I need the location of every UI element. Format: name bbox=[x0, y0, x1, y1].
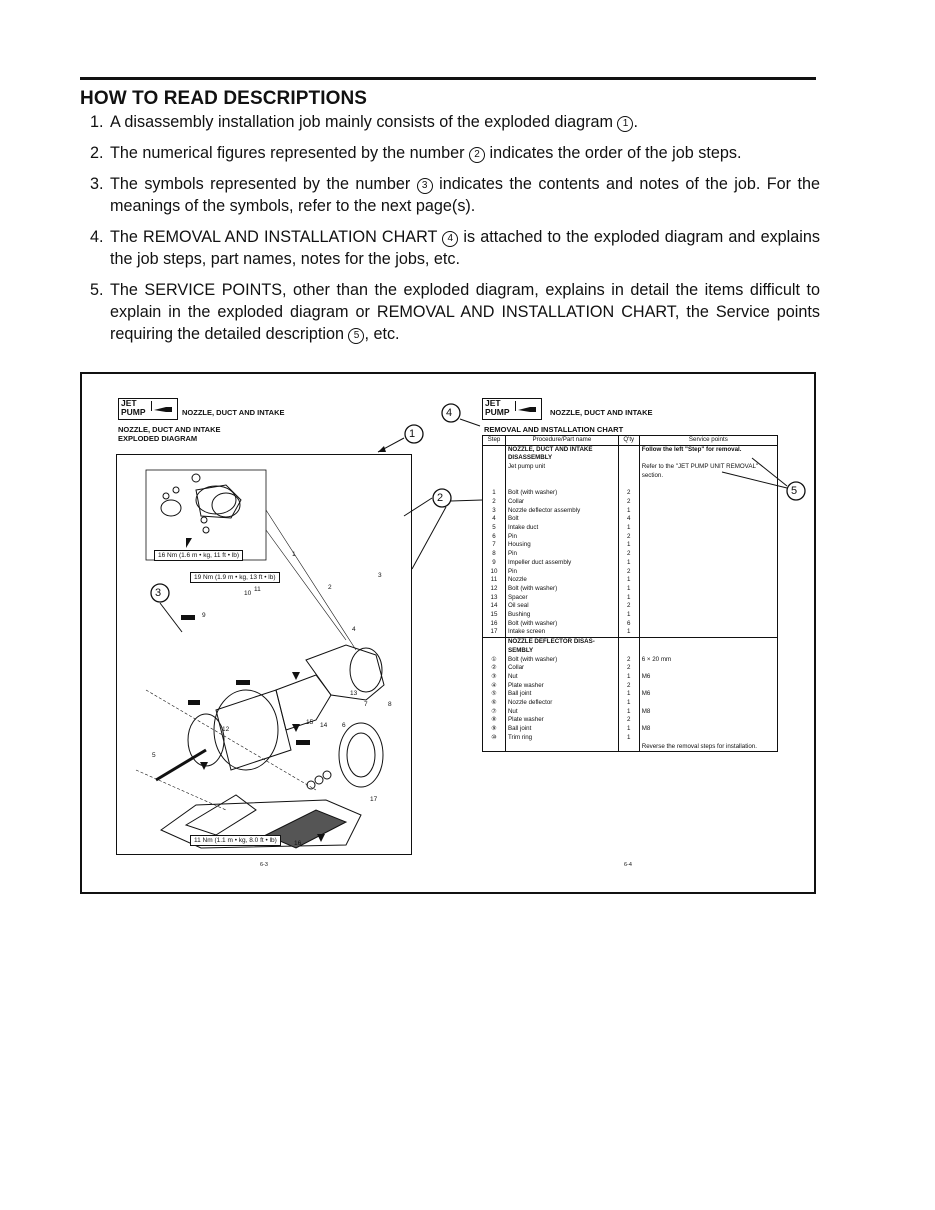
chart-cell-sp bbox=[639, 628, 777, 637]
chart-cell-sp: Refer to the "JET PUMP UNIT REMOVAL" section. bbox=[641, 463, 759, 479]
chart-cell-qty: 2 bbox=[618, 602, 639, 611]
chart-cell-qty: 1 bbox=[618, 576, 639, 585]
chart-cell-name: Pin bbox=[505, 568, 618, 577]
chart-cell-sp bbox=[639, 515, 777, 524]
chart-cell-step: ① bbox=[483, 656, 506, 665]
chart-cell-qty: 6 bbox=[618, 620, 639, 629]
col-step: Step bbox=[483, 436, 506, 446]
chart-cell-qty: 1 bbox=[618, 673, 639, 682]
part-number-label: 6 bbox=[342, 722, 346, 729]
part-number-label: 15 bbox=[306, 719, 314, 726]
chart-row bbox=[483, 498, 778, 507]
item-number: 2. bbox=[90, 144, 104, 162]
chart-cell-sp bbox=[639, 559, 777, 568]
chart-cell-sp bbox=[639, 507, 777, 516]
chart-cell-qty: 2 bbox=[618, 716, 639, 725]
item-number: 4. bbox=[90, 228, 104, 246]
part-number-label: 13 bbox=[350, 690, 358, 697]
chart-cell-sp bbox=[639, 682, 777, 691]
chart-cell-sp: M8 bbox=[641, 725, 651, 733]
chart-row bbox=[483, 559, 778, 568]
left-subtitle-1: NOZZLE, DUCT AND INTAKE bbox=[118, 425, 221, 434]
chart-cell-step: ⑩ bbox=[483, 734, 506, 743]
chart-cell-name: Impeller duct assembly bbox=[505, 559, 618, 568]
chart-cell-sp: M8 bbox=[641, 707, 651, 715]
chart-cell-step: ③ bbox=[483, 673, 506, 682]
chart-cell-sp bbox=[639, 454, 777, 463]
chart-cell-step: 8 bbox=[483, 550, 506, 559]
chart-cell-sp bbox=[639, 550, 777, 559]
callout-5: 5 bbox=[791, 485, 798, 497]
chart-cell-step bbox=[483, 454, 506, 463]
chart-cell-step bbox=[483, 481, 506, 490]
chart-cell-step: ⑨ bbox=[483, 725, 506, 734]
chart-cell-step bbox=[483, 647, 506, 656]
description-item bbox=[90, 111, 820, 133]
chart-cell-step: 10 bbox=[483, 568, 506, 577]
chart-cell-qty: 2 bbox=[618, 489, 639, 498]
circled-number: 2 bbox=[469, 147, 485, 163]
chart-cell-sp bbox=[639, 568, 777, 577]
chart-cell-qty: 4 bbox=[618, 515, 639, 524]
chart-row bbox=[483, 454, 778, 463]
chart-row bbox=[483, 638, 778, 647]
description-item bbox=[90, 279, 820, 345]
chart-cell-sp bbox=[639, 620, 777, 629]
part-number-label: 9 bbox=[202, 612, 206, 619]
chart-cell-sp: Follow the left "Step" for removal. bbox=[641, 445, 742, 453]
right-header-title: NOZZLE, DUCT AND INTAKE bbox=[550, 408, 653, 417]
chart-row bbox=[483, 664, 778, 673]
part-number-label: 5 bbox=[152, 752, 156, 759]
part-number-label: 3 bbox=[378, 572, 382, 579]
item-text: The symbols represented by the number 3 indicates the contents and notes of the job. For the meanings of the symbols, refer to the next page(s). bbox=[110, 175, 820, 215]
part-number-label: 2 bbox=[328, 584, 332, 591]
part-number-label: 10 bbox=[244, 590, 252, 597]
chart-row bbox=[483, 541, 778, 550]
chart-row bbox=[483, 576, 778, 585]
chart-cell-qty: 1 bbox=[618, 524, 639, 533]
col-procedure: Procedure/Part name bbox=[505, 436, 618, 446]
chart-cell-step: 13 bbox=[483, 594, 506, 603]
circled-number: 3 bbox=[417, 178, 433, 194]
right-page-number: 6-4 bbox=[624, 862, 632, 868]
chart-cell-qty: 1 bbox=[618, 699, 639, 708]
chart-cell-sp bbox=[639, 638, 777, 647]
removal-installation-chart bbox=[482, 435, 778, 752]
chart-row bbox=[483, 585, 778, 594]
chart-row bbox=[483, 708, 778, 717]
chart-cell-name: Pin bbox=[505, 550, 618, 559]
part-number-label: 7 bbox=[364, 701, 368, 708]
chart-cell-name: Nozzle deflector bbox=[505, 699, 618, 708]
chart-cell-name: Ball joint bbox=[505, 725, 618, 734]
chart-cell-qty bbox=[618, 638, 639, 647]
callout-2: 2 bbox=[437, 492, 444, 504]
chart-cell-step: ④ bbox=[483, 682, 506, 691]
chart-cell-name: Trim ring bbox=[505, 734, 618, 743]
chart-cell-name: Collar bbox=[505, 498, 618, 507]
part-number-label: 17 bbox=[370, 796, 378, 803]
chart-cell-sp: 6 × 20 mm bbox=[641, 655, 672, 663]
tool-icon bbox=[515, 401, 538, 411]
chart-cell-sp: M6 bbox=[641, 690, 651, 698]
chart-row bbox=[483, 524, 778, 533]
chart-cell-step bbox=[483, 445, 506, 454]
chart-cell-sp bbox=[639, 498, 777, 507]
chart-cell-sp bbox=[639, 524, 777, 533]
chart-cell-sp bbox=[639, 585, 777, 594]
chart-cell-qty: 1 bbox=[618, 628, 639, 637]
chart-row bbox=[483, 533, 778, 542]
chart-cell-step: 3 bbox=[483, 507, 506, 516]
chart-cell-step: ⑦ bbox=[483, 708, 506, 717]
chart-cell-name: Intake screen bbox=[505, 628, 618, 637]
chart-cell-step: 9 bbox=[483, 559, 506, 568]
chart-cell-qty: 1 bbox=[618, 690, 639, 699]
chart-row bbox=[483, 507, 778, 516]
chart-cell-qty: 2 bbox=[618, 656, 639, 665]
chart-row bbox=[483, 489, 778, 498]
chart-cell-name: Jet pump unit bbox=[505, 463, 618, 480]
chart-cell-name: Nozzle bbox=[505, 576, 618, 585]
chart-row bbox=[483, 445, 778, 454]
chart-row bbox=[483, 602, 778, 611]
chart-cell-name: Pin bbox=[505, 533, 618, 542]
chart-cell-step: ⑥ bbox=[483, 699, 506, 708]
chart-cell-step bbox=[483, 638, 506, 647]
torque-label-2: 19 Nm (1.9 m • kg, 13 ft • lb) bbox=[190, 572, 280, 583]
chart-cell-qty bbox=[618, 463, 639, 480]
part-number-label: 16 bbox=[294, 840, 302, 847]
chart-row bbox=[483, 647, 778, 656]
chart-row bbox=[483, 656, 778, 665]
chart-cell-sp bbox=[639, 489, 777, 498]
chart-cell-step bbox=[483, 463, 506, 480]
chart-cell-name: Oil seal bbox=[505, 602, 618, 611]
description-item bbox=[90, 226, 820, 270]
callout-4: 4 bbox=[446, 407, 453, 419]
chart-cell-qty: 1 bbox=[618, 585, 639, 594]
chart-cell-qty: 1 bbox=[618, 611, 639, 620]
chart-cell-step: 12 bbox=[483, 585, 506, 594]
description-item bbox=[90, 173, 820, 217]
item-number: 1. bbox=[90, 113, 104, 131]
chart-cell-sp bbox=[639, 716, 777, 725]
col-service: Service points bbox=[639, 436, 777, 446]
left-header-title: NOZZLE, DUCT AND INTAKE bbox=[182, 408, 285, 417]
part-number-label: 4 bbox=[352, 626, 356, 633]
description-item bbox=[90, 142, 820, 164]
chart-cell-qty: 2 bbox=[618, 682, 639, 691]
chart-cell-qty: 1 bbox=[618, 594, 639, 603]
chart-cell-name: Nozzle deflector assembly bbox=[505, 507, 618, 516]
chart-cell-step: 17 bbox=[483, 628, 506, 637]
chart-cell-sp bbox=[639, 611, 777, 620]
page-heading: HOW TO READ DESCRIPTIONS bbox=[80, 88, 368, 109]
chart-cell-sp bbox=[639, 647, 777, 656]
item-number: 5. bbox=[90, 281, 104, 299]
chart-cell-name: Collar bbox=[505, 664, 618, 673]
chart-cell-qty bbox=[618, 445, 639, 454]
item-text: The numerical figures represented by the number 2 indicates the order of the job steps. bbox=[110, 144, 742, 162]
chart-cell-step: 5 bbox=[483, 524, 506, 533]
torque-label-3: 11 Nm (1.1 m • kg, 8.0 ft • lb) bbox=[190, 835, 281, 846]
chart-cell-qty bbox=[618, 647, 639, 656]
item-number: 3. bbox=[90, 175, 104, 193]
chart-cell-name: Ball joint bbox=[505, 690, 618, 699]
circled-number: 4 bbox=[442, 231, 458, 247]
chart-cell-sp bbox=[639, 734, 777, 743]
chart-cell-sp bbox=[639, 602, 777, 611]
chart-cell-step bbox=[483, 743, 506, 752]
chart-cell-name: Bolt (with washer) bbox=[505, 656, 618, 665]
torque-label-1: 16 Nm (1.6 m • kg, 11 ft • lb) bbox=[154, 550, 243, 561]
chart-cell-qty: 1 bbox=[618, 725, 639, 734]
part-number-label: 14 bbox=[320, 722, 328, 729]
part-number-label: 12 bbox=[222, 726, 230, 733]
left-page-number: 6-3 bbox=[260, 862, 268, 868]
chart-cell-name bbox=[505, 743, 618, 752]
chart-cell-sp bbox=[639, 481, 777, 490]
chart-cell-qty: 2 bbox=[618, 533, 639, 542]
chart-cell-qty: 1 bbox=[618, 559, 639, 568]
chart-cell-sp bbox=[639, 699, 777, 708]
chart-cell-name bbox=[505, 481, 618, 490]
chart-cell-step: 7 bbox=[483, 541, 506, 550]
chart-row bbox=[483, 463, 778, 480]
part-number-label: 8 bbox=[388, 701, 392, 708]
chart-cell-qty: 1 bbox=[618, 708, 639, 717]
chart-cell-qty bbox=[618, 454, 639, 463]
chart-title: REMOVAL AND INSTALLATION CHART bbox=[484, 425, 624, 434]
chart-cell-name: Bolt (with washer) bbox=[505, 620, 618, 629]
chart-cell-sp bbox=[639, 576, 777, 585]
chart-cell-qty: 2 bbox=[618, 550, 639, 559]
chart-cell-sp: Reverse the removal steps for installation. bbox=[641, 742, 757, 750]
callout-1: 1 bbox=[409, 428, 416, 440]
circled-number: 1 bbox=[617, 116, 633, 132]
chart-cell-sp bbox=[639, 594, 777, 603]
chart-cell-step: ⑧ bbox=[483, 716, 506, 725]
chart-cell-name: Plate washer bbox=[505, 682, 618, 691]
chart-cell-step: 2 bbox=[483, 498, 506, 507]
chart-row bbox=[483, 628, 778, 637]
chart-cell-sp: M6 bbox=[641, 672, 651, 680]
chart-cell-step: ② bbox=[483, 664, 506, 673]
chart-cell-step: 15 bbox=[483, 611, 506, 620]
chart-cell-name: DISASSEMBLY bbox=[505, 454, 618, 463]
chart-row bbox=[483, 734, 778, 743]
jet-pump-badge-left: JET PUMP bbox=[118, 398, 178, 420]
chart-row bbox=[483, 682, 778, 691]
chart-row bbox=[483, 568, 778, 577]
chart-cell-qty: 1 bbox=[618, 541, 639, 550]
item-text: A disassembly installation job mainly consists of the exploded diagram 1 . bbox=[110, 113, 638, 131]
callout-3: 3 bbox=[155, 587, 162, 599]
chart-cell-qty: 1 bbox=[618, 507, 639, 516]
chart-row bbox=[483, 620, 778, 629]
description-list bbox=[90, 111, 820, 354]
chart-row bbox=[483, 673, 778, 682]
chart-row bbox=[483, 743, 778, 752]
chart-cell-qty bbox=[618, 481, 639, 490]
chart-row bbox=[483, 515, 778, 524]
chart-row bbox=[483, 594, 778, 603]
chart-cell-name: Bushing bbox=[505, 611, 618, 620]
chart-row bbox=[483, 699, 778, 708]
chart-cell-name: Housing bbox=[505, 541, 618, 550]
chart-cell-step: 4 bbox=[483, 515, 506, 524]
chart-cell-qty: 2 bbox=[618, 664, 639, 673]
chart-row bbox=[483, 716, 778, 725]
chart-cell-step: 6 bbox=[483, 533, 506, 542]
chart-row bbox=[483, 481, 778, 490]
chart-cell-sp bbox=[639, 664, 777, 673]
chart-cell-qty: 1 bbox=[618, 734, 639, 743]
chart-cell-name: Bolt (with washer) bbox=[505, 585, 618, 594]
chart-cell-name: Bolt (with washer) bbox=[505, 489, 618, 498]
part-number-label: 11 bbox=[254, 586, 261, 593]
circled-number: 5 bbox=[348, 328, 364, 344]
chart-cell-name: Nut bbox=[505, 673, 618, 682]
left-subtitle-2: EXPLODED DIAGRAM bbox=[118, 434, 198, 443]
part-number-label: 1 bbox=[292, 551, 296, 558]
chart-cell-name: SEMBLY bbox=[505, 647, 618, 656]
chart-cell-qty bbox=[618, 743, 639, 752]
chart-cell-name: NOZZLE, DUCT AND INTAKE bbox=[505, 445, 618, 454]
chart-cell-step: 16 bbox=[483, 620, 506, 629]
chart-cell-name: Plate washer bbox=[505, 716, 618, 725]
chart-cell-qty: 2 bbox=[618, 568, 639, 577]
item-text: The REMOVAL AND INSTALLATION CHART 4 is attached to the exploded diagram and explains the job steps, part names, notes for the jobs, etc. bbox=[110, 228, 820, 268]
top-rule bbox=[80, 77, 816, 80]
chart-cell-qty: 2 bbox=[618, 498, 639, 507]
chart-cell-name: Spacer bbox=[505, 594, 618, 603]
chart-cell-sp bbox=[639, 533, 777, 542]
chart-cell-name: Nut bbox=[505, 708, 618, 717]
jet-pump-badge-right: JET PUMP bbox=[482, 398, 542, 420]
chart-row bbox=[483, 690, 778, 699]
chart-cell-name: NOZZLE DEFLECTOR DISAS- bbox=[505, 638, 618, 647]
chart-cell-step: 1 bbox=[483, 489, 506, 498]
chart-cell-name: Intake duct bbox=[505, 524, 618, 533]
chart-cell-step: 14 bbox=[483, 602, 506, 611]
chart-cell-step: ⑤ bbox=[483, 690, 506, 699]
chart-cell-step: 11 bbox=[483, 576, 506, 585]
item-text: The SERVICE POINTS, other than the exploded diagram, explains in detail the items difficult to explain in the exploded diagram or REMOVAL AND INSTALLATION CHART, the Service points requiring the detailed description 5 , etc. bbox=[110, 281, 820, 343]
col-qty: Q'ty bbox=[618, 436, 639, 446]
chart-row bbox=[483, 725, 778, 734]
chart-cell-sp bbox=[639, 541, 777, 550]
chart-row bbox=[483, 611, 778, 620]
chart-row bbox=[483, 550, 778, 559]
chart-cell-name: Bolt bbox=[505, 515, 618, 524]
